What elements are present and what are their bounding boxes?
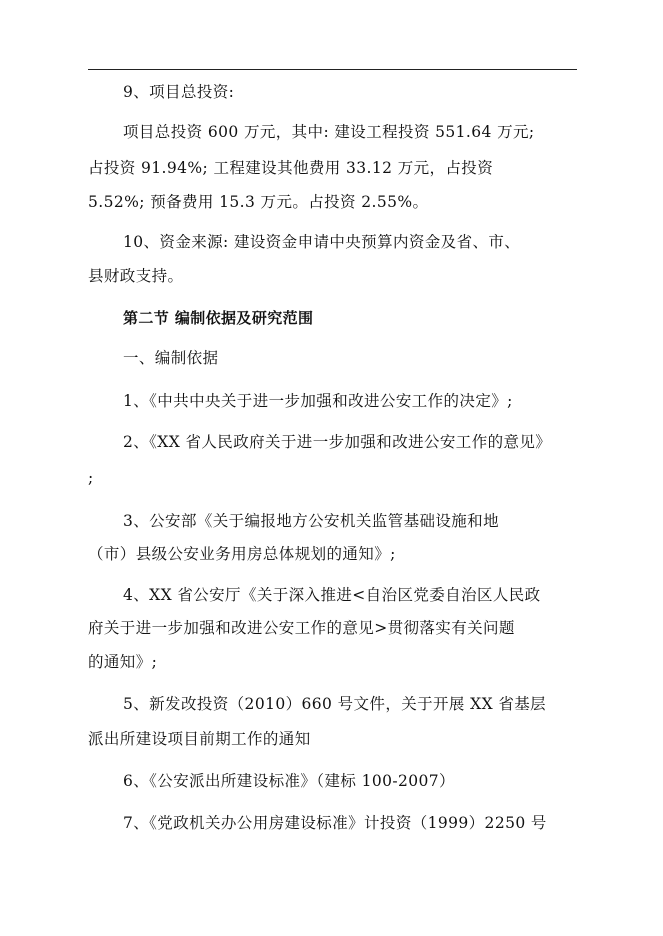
item-10-line-2: 县财政支持。 xyxy=(88,267,184,285)
section-2-subheading: 一、编制依据 xyxy=(123,349,219,367)
basis-4-line-3: 的通知》; xyxy=(88,653,158,671)
section-2-title: 第二节 编制依据及研究范围 xyxy=(123,309,314,327)
basis-3-line-1: 3、公安部《关于编报地方公安机关监管基础设施和地 xyxy=(123,512,499,530)
item-9-line-1: 项目总投资 600 万元，其中: 建设工程投资 551.64 万元; xyxy=(123,123,535,141)
item-9-line-3: 5.52%; 预备费用 15.3 万元。占投资 2.55%。 xyxy=(88,193,429,211)
header-rule xyxy=(88,69,577,70)
basis-5-line-1: 5、新发改投资（2010）660 号文件，关于开展 XX 省基层 xyxy=(123,695,547,713)
basis-7-line-1: 7、《党政机关办公用房建设标准》计投资（1999）2250 号 xyxy=(123,814,547,832)
item-9-line-2: 占投资 91.94%; 工程建设其他费用 33.12 万元，占投资 xyxy=(88,159,494,177)
basis-6-line-1: 6、《公安派出所建设标准》（建标 100-2007） xyxy=(123,772,455,790)
basis-1-line-1: 1、《中共中央关于进一步加强和改进公安工作的决定》; xyxy=(123,392,513,410)
basis-5-line-2: 派出所建设项目前期工作的通知 xyxy=(88,730,311,748)
basis-3-line-2: （市）县级公安业务用房总体规划的通知》; xyxy=(88,545,396,563)
item-10-line-1: 10、资金来源: 建设资金申请中央预算内资金及省、市、 xyxy=(123,233,521,251)
item-9-heading: 9、项目总投资: xyxy=(123,83,235,101)
basis-2-line-2: ; xyxy=(88,469,94,487)
basis-2-line-1: 2、《XX 省人民政府关于进一步加强和改进公安工作的意见》 xyxy=(123,433,552,451)
basis-4-line-1: 4、XX 省公安厅《关于深入推进<自治区党委自治区人民政 xyxy=(123,586,541,604)
basis-4-line-2: 府关于进一步加强和改进公安工作的意见>贯彻落实有关问题 xyxy=(88,619,515,637)
